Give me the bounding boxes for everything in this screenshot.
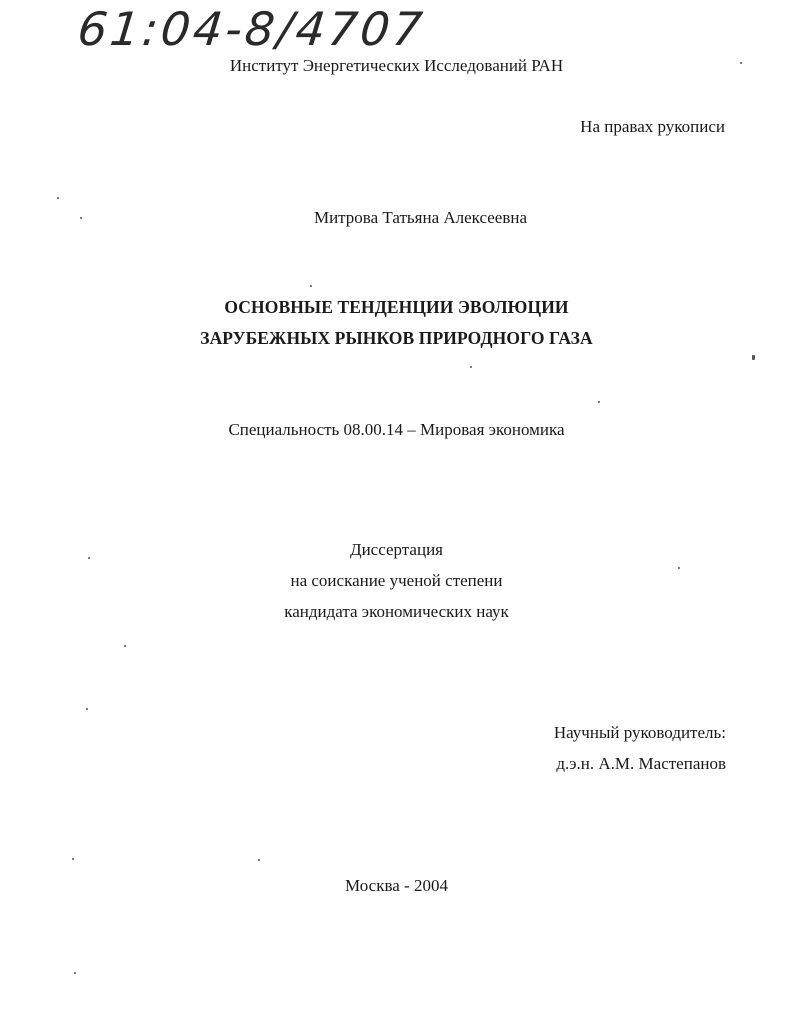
scan-speck [72, 858, 74, 860]
institute-name: Институт Энергетических Исследований РАН [229, 56, 564, 75]
scan-speck [86, 708, 88, 710]
degree-line-2: на соискание ученой степени [290, 571, 503, 590]
supervisor-name: д.э.н. А.М. Мастепанов [556, 754, 726, 773]
scan-speck [752, 355, 755, 360]
place-and-year: Москва - 2004 [345, 876, 448, 895]
thesis-title-line-1: ОСНОВНЫЕ ТЕНДЕНЦИИ ЭВОЛЮЦИИ [224, 297, 569, 317]
scan-speck [88, 557, 90, 559]
thesis-title-line-2: ЗАРУБЕЖНЫХ РЫНКОВ ПРИРОДНОГО ГАЗА [200, 328, 593, 348]
scan-speck [310, 285, 312, 287]
scan-speck [124, 645, 126, 647]
author-name: Митрова Татьяна Алексеевна [313, 208, 528, 227]
scan-speck [80, 217, 82, 219]
degree-line-1: Диссертация [349, 540, 443, 559]
supervisor-label: Научный руководитель: [553, 723, 726, 742]
rights-note: На правах рукописи [580, 117, 725, 136]
specialty: Специальность 08.00.14 – Мировая экономика [228, 420, 565, 439]
scan-speck [598, 401, 600, 403]
degree-line-3: кандидата экономических наук [284, 602, 509, 621]
handwritten-catalog-number: 61:04-8/4707 [75, 2, 428, 56]
scan-speck [74, 972, 76, 974]
scan-speck [57, 197, 59, 199]
scan-speck [740, 62, 742, 64]
scan-speck [258, 859, 260, 861]
scan-speck [678, 567, 680, 569]
scan-speck [470, 366, 472, 368]
